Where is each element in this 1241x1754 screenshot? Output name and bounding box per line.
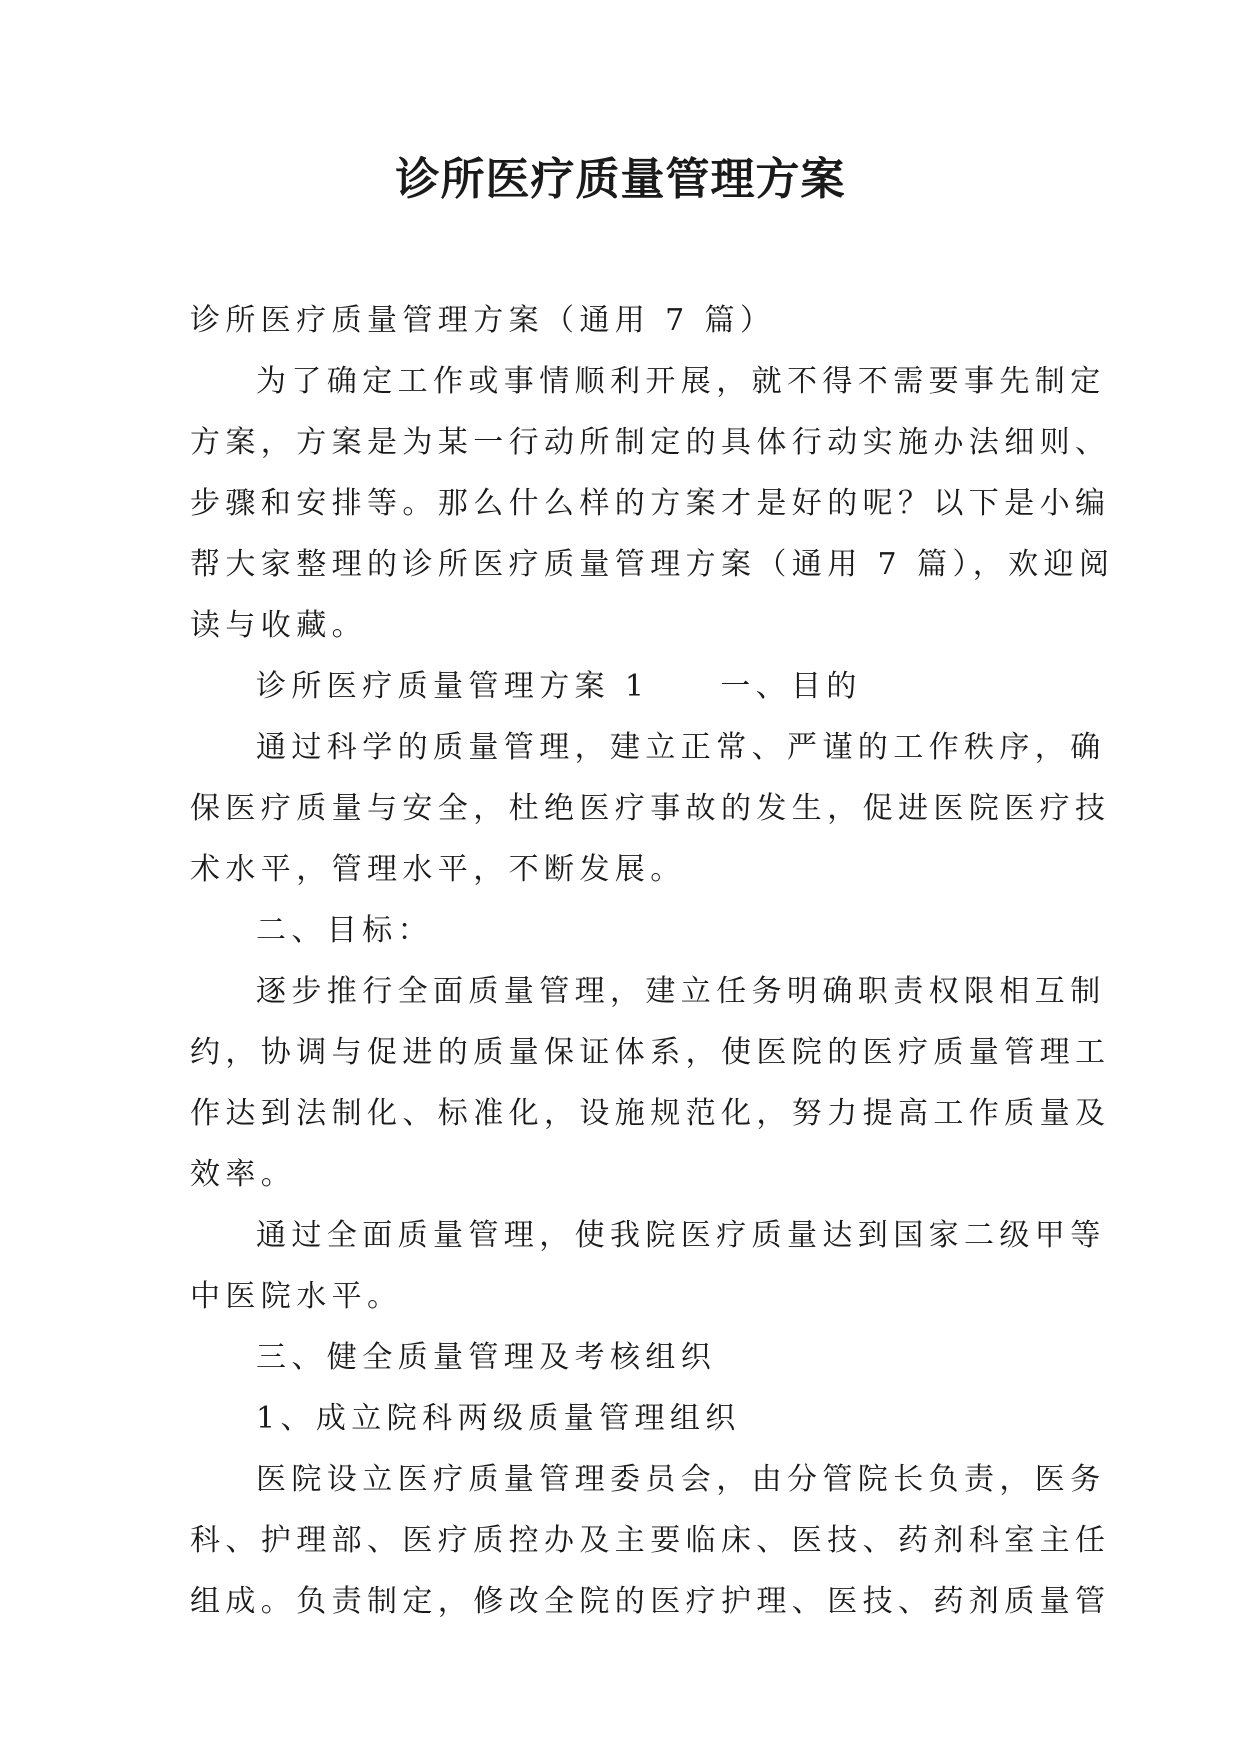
- document-body: [190, 290, 1115, 1632]
- text-line: 诊所医疗质量管理方案（通用 7 篇）: [190, 303, 776, 338]
- text-line: 组成。负责制定，修改全院的医疗护理、医技、药剂质量管: [190, 1584, 1111, 1619]
- text-line: 为了确定工作或事情顺利开展，就不得不需要事先制定: [256, 364, 1106, 399]
- text-line: 步骤和安排等。那么什么样的方案才是好的呢？以下是小编: [190, 486, 1111, 521]
- text-line: 医院设立医疗质量管理委员会，由分管院长负责，医务: [256, 1462, 1106, 1497]
- text-line: 科、护理部、医疗质控办及主要临床、医技、药剂科室主任: [190, 1523, 1111, 1558]
- text-line: 术水平，管理水平，不断发展。: [190, 852, 686, 887]
- text-line: 帮大家整理的诊所医疗质量管理方案（通用 7 篇），欢迎阅: [190, 547, 1115, 582]
- text-line: 读与收藏。: [190, 608, 367, 643]
- text-line: 诊所医疗质量管理方案 1 一、目的: [256, 669, 862, 704]
- text-line: 三、健全质量管理及考核组织: [256, 1340, 717, 1375]
- text-line: 通过全面质量管理，使我院医疗质量达到国家二级甲等: [256, 1218, 1106, 1253]
- text-line: 效率。: [190, 1157, 297, 1192]
- text-line: 作达到法制化、标准化，设施规范化，努力提高工作质量及: [190, 1096, 1111, 1131]
- text-line: 约，协调与促进的质量保证体系，使医院的医疗质量管理工: [190, 1035, 1111, 1070]
- document-title: 诊所医疗质量管理方案: [395, 154, 846, 205]
- text-line: 中医院水平。: [190, 1279, 403, 1314]
- text-line: 通过科学的质量管理，建立正常、严谨的工作秩序，确: [256, 730, 1106, 765]
- text-line: 逐步推行全面质量管理，建立任务明确职责权限相互制: [256, 974, 1106, 1009]
- text-line: 保医疗质量与安全，杜绝医疗事故的发生，促进医院医疗技: [190, 791, 1111, 826]
- text-line: 方案，方案是为某一行动所制定的具体行动实施办法细则、: [190, 425, 1111, 460]
- text-line: 1、成立院科两级质量管理组织: [256, 1401, 741, 1436]
- text-line: 二、目标：: [256, 913, 433, 948]
